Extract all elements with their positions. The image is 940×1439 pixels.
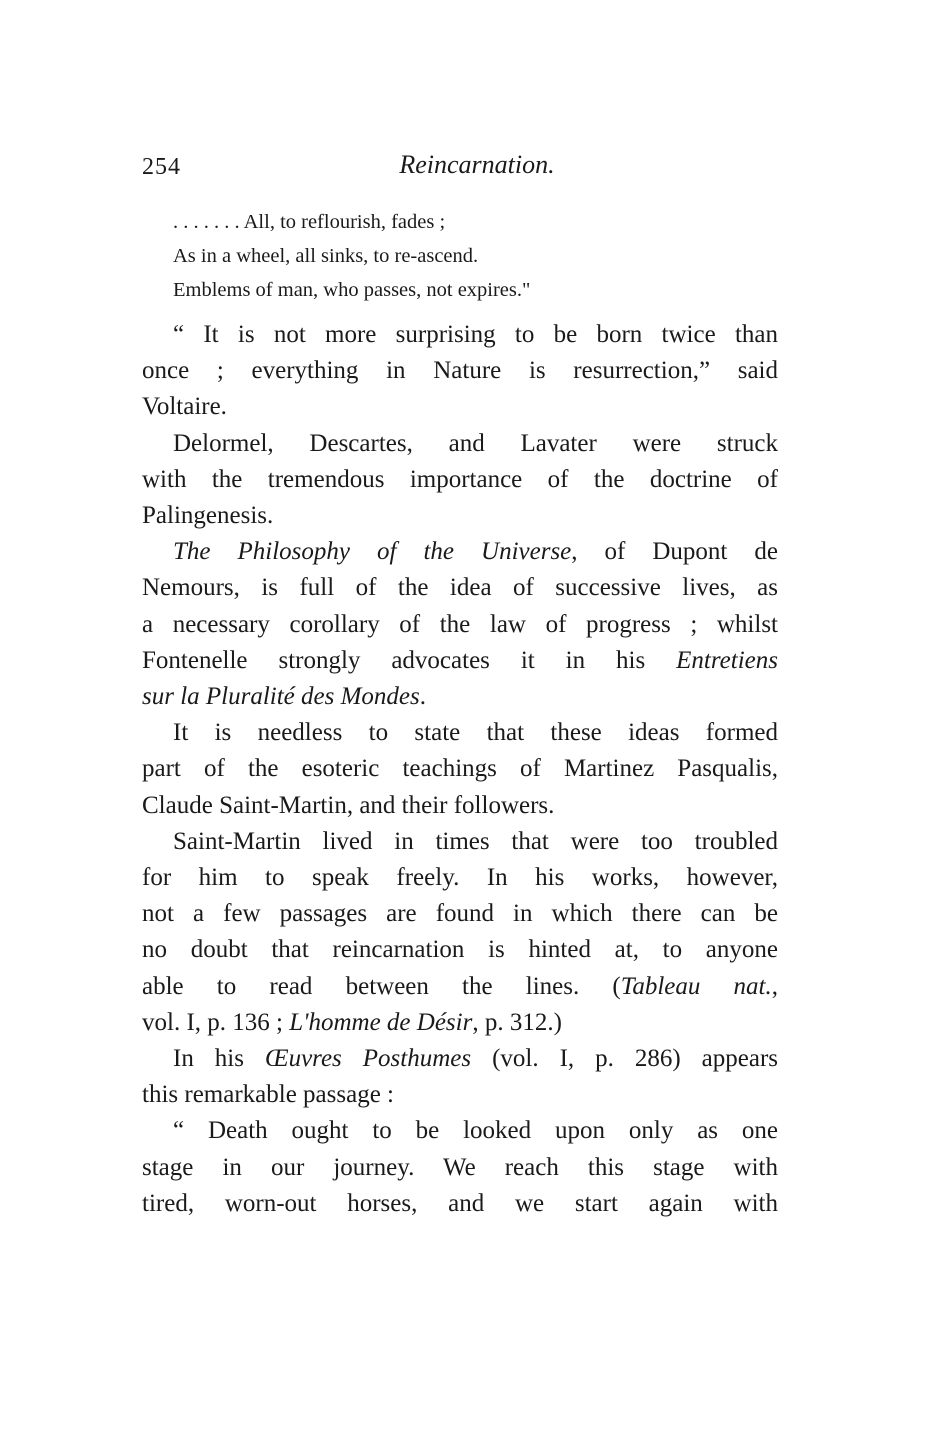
text-line: with the tremendous importance of the doctrine of — [142, 465, 778, 493]
text-line: Saint-Martin lived in times that were too troubled — [173, 827, 778, 855]
verse-line: As in a wheel, all sinks, to re-ascend. — [173, 245, 479, 267]
text-line: It is needless to state that these ideas formed — [173, 719, 778, 747]
book-title: Œuvres Posthumes — [264, 1045, 472, 1073]
book-title: Entretiens — [676, 646, 778, 674]
text-line: part of the esoteric teachings of Martinez Pasqualis, — [142, 755, 778, 783]
text-line: Palingenesis. — [142, 502, 274, 530]
text-line: Nemours, is full of the idea of successive lives, as — [142, 574, 778, 602]
book-title: Tableau nat. — [620, 972, 772, 1000]
paragraph-voltaire — [142, 317, 778, 426]
book-title: sur la Pluralité des Mondes — [142, 683, 420, 711]
verse-line: . . . . . . . All, to reflourish, fades ; — [173, 211, 446, 233]
text-line: for him to speak freely. In his works, however, — [142, 864, 778, 892]
paragraph-dupont — [142, 534, 778, 715]
text-line: Fontenelle strongly advocates it in his Entretiens — [142, 646, 778, 674]
running-head: Reincarnation. — [399, 150, 555, 179]
paragraph-death-quote — [142, 1113, 778, 1222]
book-title: The Philosophy of the Universe — [173, 538, 572, 566]
text-line: Claude Saint-Martin, and their followers. — [142, 791, 555, 819]
verse-quotation — [173, 205, 530, 307]
paragraph-pasqualis — [142, 715, 778, 824]
text-line: a necessary corollary of the law of progress ; whilst — [142, 610, 778, 638]
text-line: stage in our journey. We reach this stage with — [142, 1153, 778, 1181]
text-line: no doubt that reincarnation is hinted at, to anyone — [142, 936, 778, 964]
text-line: this remarkable passage : — [142, 1081, 394, 1109]
text-line: “ It is not more surprising to be born twice than — [173, 321, 778, 348]
page-number: 254 — [142, 154, 181, 180]
verse-line: Emblems of man, who passes, not expires." — [173, 279, 531, 301]
page-header — [142, 150, 782, 190]
text-line: able to read between the lines. (Tableau nat., — [142, 972, 778, 1000]
text-line: vol. I, p. 136 ; L'homme de Désir, p. 312.) — [142, 1008, 562, 1036]
text-line: not a few passages are found in which there can be — [142, 900, 778, 928]
text-line: “ Death ought to be looked upon only as one — [173, 1117, 778, 1145]
body-text — [142, 317, 778, 1222]
text-line: Voltaire. — [142, 393, 227, 421]
text-line: once ; everything in Nature is resurrection,” said — [142, 357, 778, 385]
text-line: The Philosophy of the Universe, of Dupont de — [173, 538, 778, 566]
paragraph-delormel — [142, 426, 778, 535]
paragraph-saint-martin — [142, 824, 778, 1041]
text-line: tired, worn-out horses, and we start again with — [142, 1189, 778, 1217]
text-line: Delormel, Descartes, and Lavater were struck — [173, 429, 778, 457]
text-line: sur la Pluralité des Mondes. — [142, 683, 427, 711]
book-title: L'homme de Désir — [289, 1008, 473, 1036]
text-line: In his Œuvres Posthumes (vol. I, p. 286) appears — [173, 1045, 779, 1073]
paragraph-oeuvres — [142, 1041, 778, 1113]
